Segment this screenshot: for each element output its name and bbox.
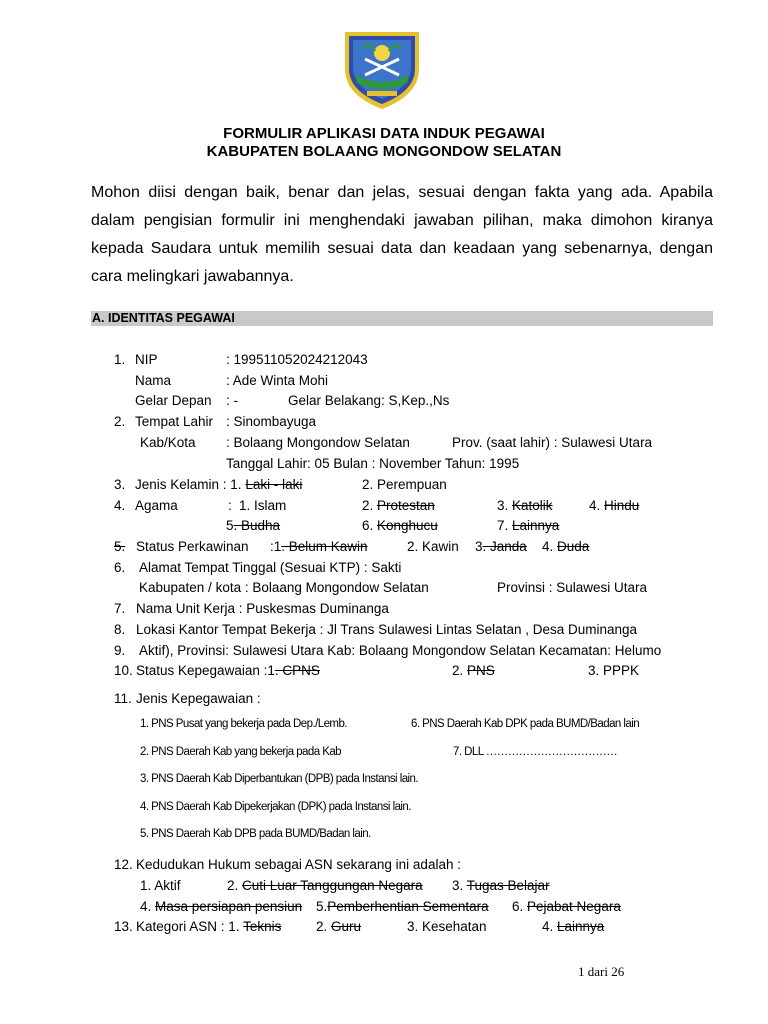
status-kepegawaian-option-2: 2. PNS (452, 663, 495, 678)
kedudukan-hukum-label: Kedudukan Hukum sebagai ASN sekarang ini adalah : (136, 857, 461, 872)
status-kepegawaian-option-1: Status Kepegawaian :1. CPNS (136, 663, 320, 678)
nama-label: Nama (135, 373, 172, 388)
kedudukan-option-2: 2. Cuti Luar Tanggungan Negara (227, 878, 423, 893)
jenis-kepegawaian-option-4: 4. PNS Daerah Kab Dipekerjakan (DPK) pada Instansi lain. (140, 801, 411, 813)
item-number-5: 5. (114, 539, 126, 554)
gelar-depan-value: : - (226, 393, 238, 408)
agama-option-5: 5. Budha (226, 518, 281, 533)
status-kepegawaian-label: Status Kepegawaian :1 (136, 663, 275, 678)
item-number-6: 6. (114, 560, 126, 575)
form-title-line1: FORMULIR APLIKASI DATA INDUK PEGAWAI (223, 125, 545, 142)
jenis-kepegawaian-option-1: 1. PNS Pusat yang bekerja pada Dep./Lemb. (140, 718, 347, 730)
prov-lahir: Prov. (saat lahir) : Sulawesi Utara (452, 435, 653, 450)
agama-separator: : (228, 498, 232, 513)
item-number-9: 9. (114, 643, 126, 658)
kedudukan-option-3: 3. Tugas Belajar (452, 878, 550, 893)
item-number-12: 12. (114, 857, 133, 872)
status-perkawinan-option-2: 2. Kawin (407, 539, 459, 554)
agama-option-6: 6. Konghucu (362, 518, 438, 533)
jenis-kelamin-option-1: Jenis Kelamin : 1. Laki - laki (135, 477, 303, 492)
nip-label: NIP (135, 352, 158, 367)
item-number-7: 7. (114, 601, 126, 616)
agama-label: Agama (135, 498, 178, 513)
item-number-3: 3. (114, 477, 126, 492)
kedudukan-option-1: 1. Aktif (140, 878, 181, 893)
section-a-heading: A. IDENTITAS PEGAWAI (91, 311, 713, 326)
aktif-provinsi: Aktif), Provinsi: Sulawesi Utara Kab: Bolaang Mongondow Selatan Kecamatan: Helumo (139, 643, 662, 658)
jenis-kepegawaian-option-6: 6. PNS Daerah Kab DPK pada BUMD/Badan lain (411, 718, 640, 730)
jenis-kepegawaian-option-3: 3. PNS Daerah Kab Diperbantukan (DPB) pada Instansi lain. (140, 773, 419, 785)
regency-emblem-logo (341, 29, 423, 111)
status-perkawinan-option-3: 3. Janda (475, 539, 527, 554)
item-number-1: 1. (114, 352, 126, 367)
item-number-11: 11. (114, 691, 132, 706)
jenis-kelamin-label: Jenis Kelamin : (135, 477, 231, 492)
gelar-belakang: Gelar Belakang: S,Kep.,Ns (288, 393, 450, 408)
jenis-kepegawaian-option-2: 2. PNS Daerah Kab yang bekerja pada Kab (140, 746, 342, 758)
tempat-lahir-label: Tempat Lahir (135, 414, 214, 429)
status-perkawinan-option-4: 4. Duda (542, 539, 590, 554)
kedudukan-option-4: 4. Masa persiapan pensiun (140, 899, 303, 914)
kategori-asn-label: Kategori ASN : 1. (136, 919, 244, 934)
tanggal-lahir: Tanggal Lahir: 05 Bulan : November Tahun: 1995 (226, 456, 520, 471)
status-perkawinan-option-1: :1. Belum Kawin (270, 539, 368, 554)
kategori-asn-option-4: 4. Lainnya (542, 919, 605, 934)
unit-kerja: Nama Unit Kerja : Puskesmas Duminanga (136, 601, 389, 616)
kabkota-label: Kab/Kota (140, 435, 196, 450)
item-number-4: 4. (114, 498, 126, 513)
alamat-kabupaten: Kabupaten / kota : Bolaang Mongondow Selatan (139, 580, 429, 595)
tempat-lahir-value: : Sinombayuga (226, 414, 317, 429)
form-title-line2: KABUPATEN BOLAANG MONGONDOW SELATAN (206, 143, 562, 160)
agama-option-4: 4. Hindu (589, 498, 640, 513)
agama-option-7: 7. Lainnya (497, 518, 560, 533)
status-kepegawaian-option-3: 3. PPPK (588, 663, 640, 678)
nama-value: : Ade Winta Mohi (226, 373, 329, 388)
jenis-kepegawaian-option-7: 7. DLL ……………………………… (453, 746, 618, 758)
agama-option-3: 3. Katolik (497, 498, 553, 513)
page-number: 1 dari 26 (578, 964, 625, 979)
item-number-10: 10. (114, 663, 133, 678)
agama-option-1: 1. Islam (239, 498, 287, 513)
status-perkawinan-label: Status Perkawinan (136, 539, 249, 554)
jenis-kelamin-option-2: 2. Perempuan (362, 477, 447, 492)
alamat-tempat-tinggal: Alamat Tempat Tinggal (Sesuai KTP) : Sakti (139, 560, 402, 575)
kedudukan-option-5: 5.Pemberhentian Sementara (316, 899, 489, 914)
lokasi-kantor: Lokasi Kantor Tempat Bekerja : Jl Trans Sulawesi Lintas Selatan , Desa Duminanga (136, 622, 638, 637)
item-number-2: 2. (114, 414, 126, 429)
gelar-depan-label: Gelar Depan (135, 393, 212, 408)
kabkota-value: : Bolaang Mongondow Selatan (226, 435, 410, 450)
kategori-asn-option-2: 2. Guru (316, 919, 362, 934)
jenis-kepegawaian-option-5: 5. PNS Daerah Kab DPB pada BUMD/Badan lain. (140, 828, 371, 840)
kategori-asn-option-1: Kategori ASN : 1. Teknis (136, 919, 282, 934)
jenis-kepegawaian-label: Jenis Kepegawaian : (136, 691, 261, 706)
kategori-asn-option-3: 3. Kesehatan (407, 919, 487, 934)
item-number-8: 8. (114, 622, 126, 637)
agama-option-2: 2. Protestan (362, 498, 435, 513)
alamat-provinsi: Provinsi : Sulawesi Utara (497, 580, 648, 595)
nip-value: : 199511052024212043 (226, 352, 368, 367)
item-number-13: 13. (114, 919, 133, 934)
intro-paragraph: Mohon diisi dengan baik, benar dan jelas, sesuai dengan fakta yang ada. Apabila dalam pengisian formulir ini menghendaki jawaban pilihan, maka dimohon kiranya kepada Saudara untuk memilih sesuai data dan keadaan yang sebenarnya, dengan cara melingkari jawabannya. (91, 184, 713, 285)
kedudukan-option-6: 6. Pejabat Negara (512, 899, 621, 914)
